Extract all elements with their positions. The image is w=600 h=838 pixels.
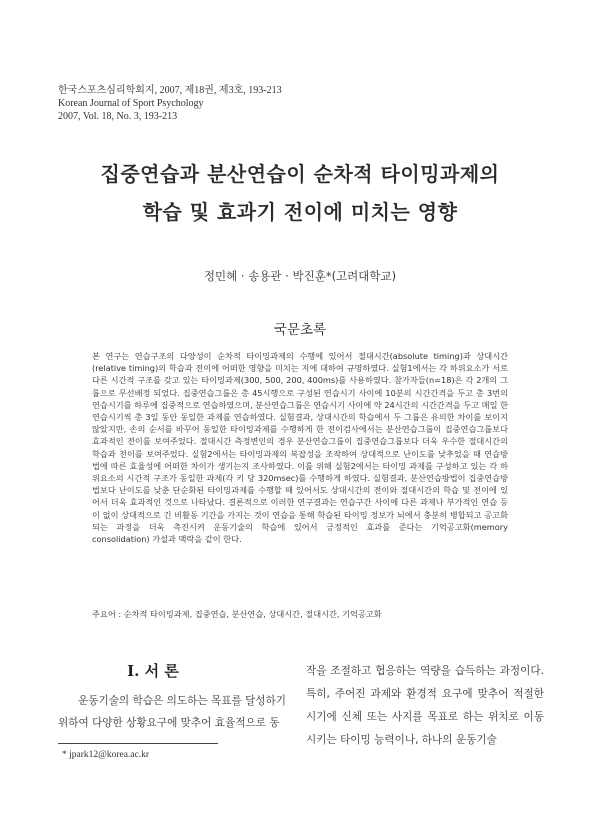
introduction-left-column xyxy=(58,690,286,734)
abstract-body: 본 연구는 연습구조의 다양성이 순차적 타이밍과제의 수행에 있어서 절대시간(absolute timing)과 상대시간(relative timing)의 학습과 전이에 어떠한 영향을 미치는 지에 대하여 규명하였다. 실험1에서는 각 하위요소가 서로 다른 시간적 구조를 갖고 있는 타이밍과제(300, 500, 200, 400ms)를 사용하였다. 참가자들(n=18)은 각 2개의 그룹으로 무선배정 되었다. 집중연습그룹은 총 45시행으로 구성된 연습시기 사이에 10분의 시간간격을 두고 총 3번의 연습시기를 하루에 집중적으로 연습하였으며, 분산연습그룹은 연습시기 사이에 약 24시간의 시간간격을 두고 매일 한 연습시기씩 총 3일 동안 동일한 과제를 연습하였다. 실험결과, 상대시간의 학습에서 두 그룹은 유의한 차이를 보이지 않았지만, 손의 순서를 바꾸어 동일한 타이밍과제를 수행하게 한 전이검사에서는 분산연습그룹이 집중연습그룹보다 효과적인 전이를 보여주었다. 절대시간 측정변인의 경우 분산연습그룹이 집중연습그룹보다 더욱 우수한 절대시간의 학습과 전이를 보여주었다. 실험2에서는 타이밍과제의 복잡성을 조작하여 상대적으로 난이도를 낮추었을 때 연습방법에 따른 효율성에 어떠한 차이가 생기는지 조사하였다. 이를 위해 실험2에서는 타이밍 과제를 구성하고 있는 각 하위요소의 시간적 구조가 동일한 과제(각 키 당 320msec)를 수행하게 하였다. 실험결과, 분산연습방법이 집중연습방법보다 난이도를 낮춘 단순화된 타이밍과제를 수행할 때 있어서도 상대시간의 전이와 절대시간의 학습 및 전이에 있어서 더욱 효과적인 것으로 나타났다. 결론적으로 이러한 연구결과는 연습구간 사이에 다른 과제나 부가적인 연습 등이 없이 상대적으로 긴 비활동 기간을 가지는 것이 연습을 통해 학습된 타이밍 정보가 뇌에서 충분히 병합되고 공고화되는 과정을 더욱 촉진시켜 운동기술의 학습에 있어서 긍정적인 효과를 준다는 기억공고화(memory consolidation) 가설과 맥락을 같이 한다. xyxy=(92,351,508,545)
introduction-left-text: 운동기술의 학습은 의도하는 목표를 달성하기 위하여 다양한 상황요구에 맞추어 효율적으로 동 xyxy=(58,695,286,729)
journal-citation-volume: 2007, Vol. 18, No. 3, 193-213 xyxy=(58,111,178,122)
footnote-divider xyxy=(58,743,218,744)
introduction-right-column: 작을 조절하고 협응하는 역량을 습득하는 과정이다. 특히, 주어진 과제와 환경적 요구에 맞추어 적절한 시기에 신체 또는 사지를 목표로 하는 위치로 이동시키는 타이밍 능력이나, 하나의 운동기술 xyxy=(306,665,544,746)
journal-citation-korean: 한국스포츠심리학회지, 2007, 제18권, 제3호, 193-213 xyxy=(58,85,282,96)
paper-title-line-2: 학습 및 효과기 전이에 미치는 영향 xyxy=(142,200,458,224)
author-list: 정민혜 · 송용관 · 박진훈*(고려대학교) xyxy=(203,269,397,283)
footnote-email: * jpark12@korea.ac.kr xyxy=(62,750,150,760)
paper-title-line-1: 집중연습과 분산연습이 순차적 타이밍과제의 xyxy=(100,162,500,186)
journal-citation xyxy=(58,84,282,123)
section-heading-introduction: Ⅰ. 서 론 xyxy=(127,662,179,680)
journal-citation-english: Korean Journal of Sport Psychology xyxy=(58,98,204,109)
abstract-heading: 국문초록 xyxy=(273,322,327,338)
keywords: 주요어 : 순차적 타이밍과제, 집중연습, 분산연습, 상대시간, 절대시간, 기억공고화 xyxy=(92,609,382,619)
